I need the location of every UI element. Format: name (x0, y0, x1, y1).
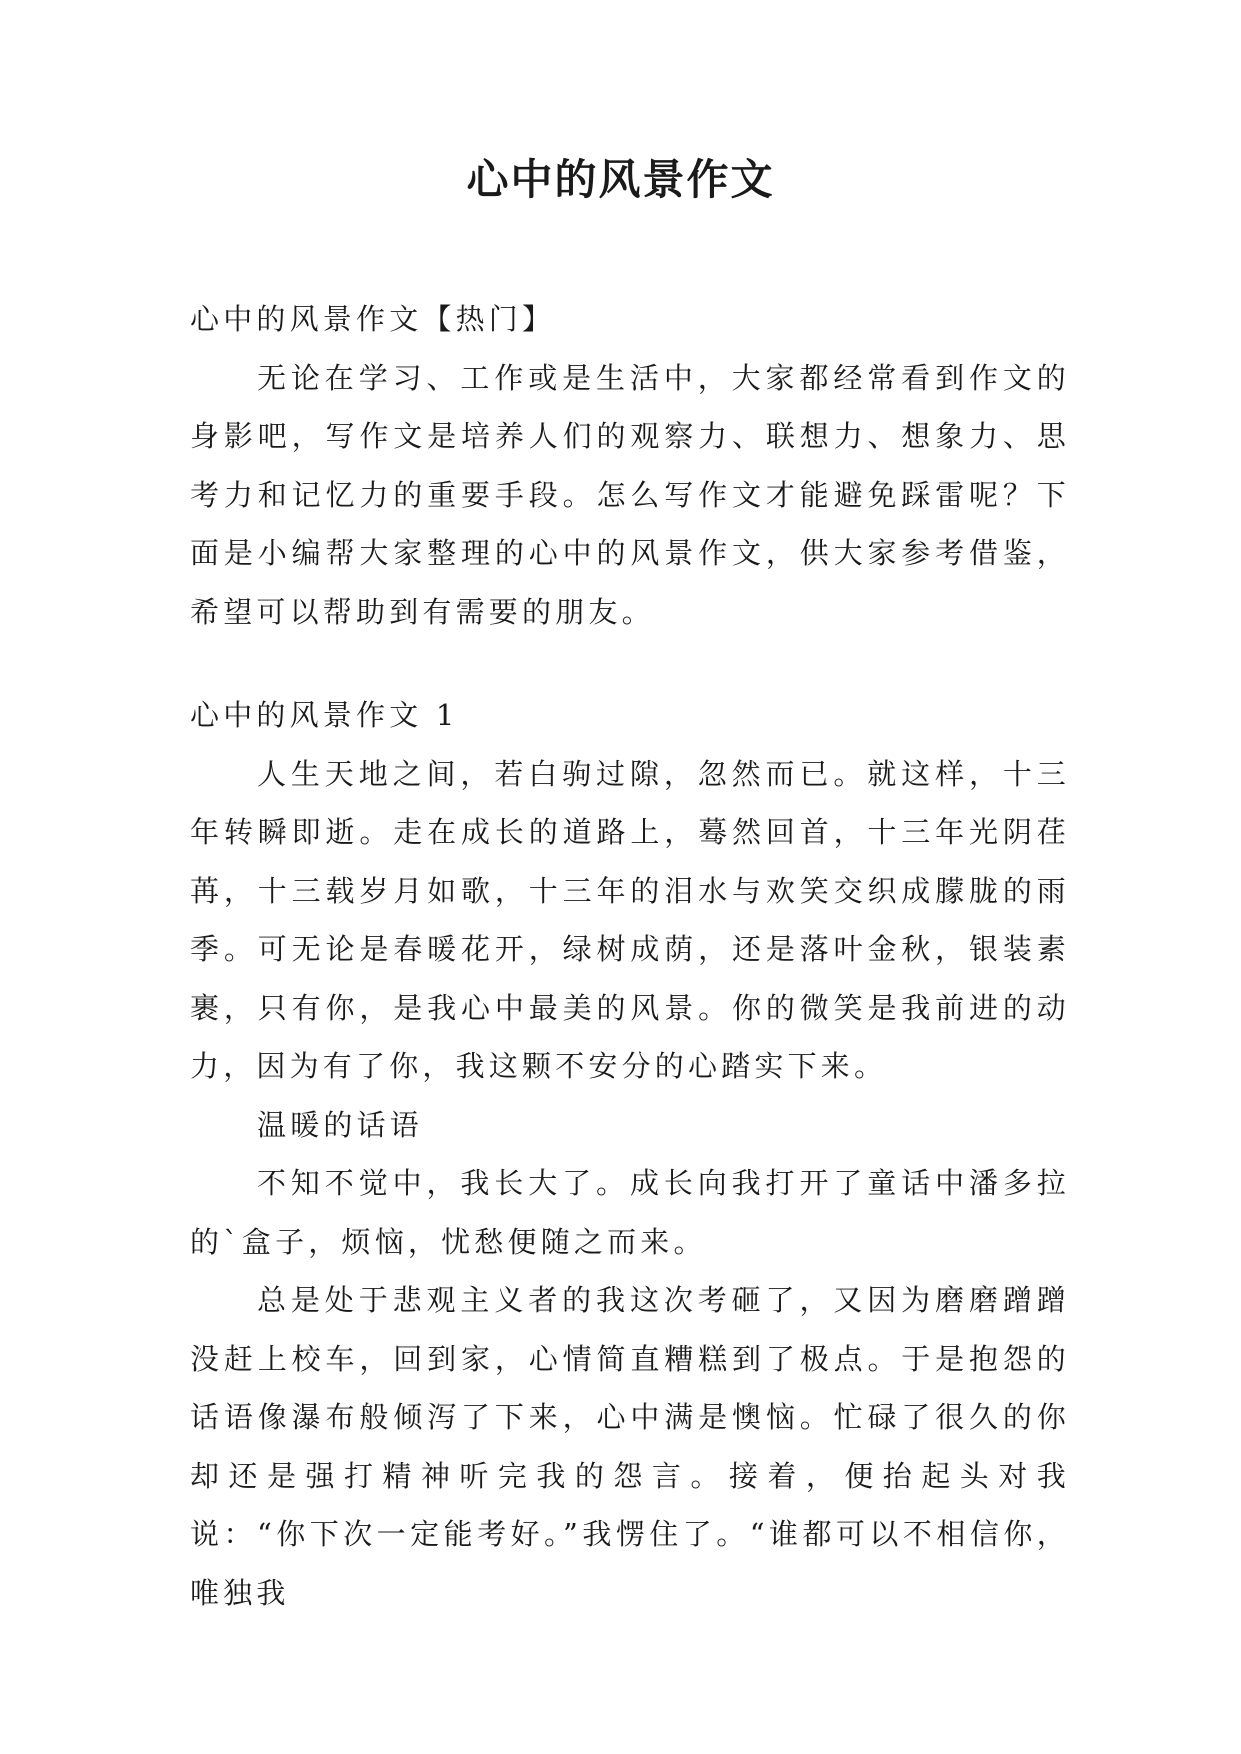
section-gap (190, 641, 1070, 686)
document-title: 心中的风景作文 (466, 155, 775, 204)
essay-1-subheading: 温暖的话语 (257, 1107, 424, 1142)
intro-heading: 心中的风景作文【热门】 (190, 302, 556, 336)
essay-1-paragraph: 不知不觉中，我长大了。成长向我打开了童话中潘多拉的`盒子，烦恼，忧愁便随之而来。 (190, 1166, 1070, 1259)
essay-1-paragraph: 总是处于悲观主义者的我这次考砸了，又因为磨磨蹭蹭没赶上校车，回到家，心情简直糟糕到了极点。于是抱怨的话语像瀑布般倾泻了下来，心中满是懊恼。忙碌了很久的你却还是强打精神听完我的怨言。接着，便抬起头对我说：“你下次一定能考好。”我愣住了。“谁都可以不相信你，唯独我 (190, 1283, 1070, 1610)
intro-paragraph: 无论在学习、工作或是生活中，大家都经常看到作文的身影吧，写作文是培养人们的观察力、联想力、想象力、思考力和记忆力的重要手段。怎么写作文才能避免踩雷呢？下面是小编帮大家整理的心中的风景作文，供大家参考借鉴，希望可以帮助到有需要的朋友。 (190, 360, 1070, 629)
essay-1-paragraph: 人生天地之间，若白驹过隙，忽然而已。就这样，十三年转瞬即逝。走在成长的道路上，蓦然回首，十三年光阴荏苒，十三载岁月如歌，十三年的泪水与欢笑交织成朦胧的雨季。可无论是春暖花开，绿树成荫，还是落叶金秋，银装素裹，只有你，是我心中最美的风景。你的微笑是我前进的动力，因为有了你，我这颗不安分的心踏实下来。 (190, 756, 1070, 1083)
essay-1-heading: 心中的风景作文 1 (190, 698, 459, 732)
document-body (190, 290, 1070, 1622)
